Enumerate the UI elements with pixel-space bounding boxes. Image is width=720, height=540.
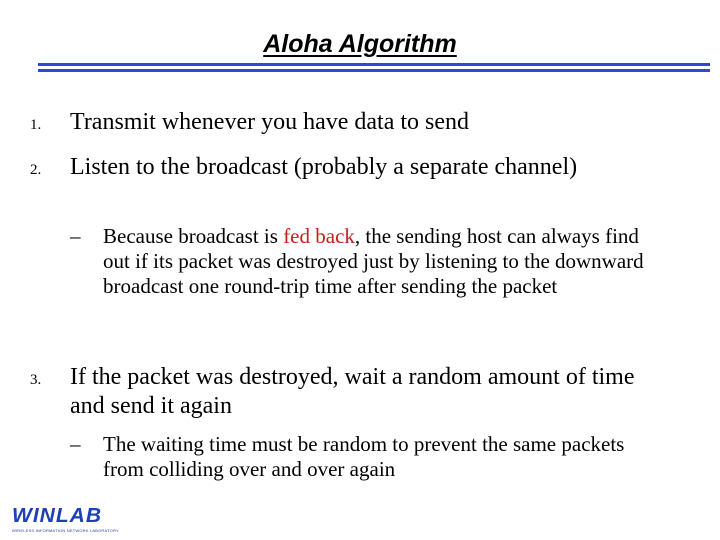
sub-dash: – <box>70 432 81 456</box>
sub-text-before: Because broadcast is <box>103 224 284 248</box>
sub-dash: – <box>70 224 81 248</box>
slide-title: Aloha Algorithm <box>263 30 457 58</box>
item-text: Transmit whenever you have data to send <box>70 109 470 135</box>
item-number: 3. <box>30 372 42 388</box>
logo-subtitle: WIRELESS INFORMATION NETWORK LABORATORY <box>12 528 119 533</box>
title-rule-bottom <box>38 69 710 72</box>
item-text: If the packet was destroyed, wait a random amount of time and send it again <box>70 364 635 419</box>
sub-text: The waiting time must be random to prevent the same packets from colliding over and over again <box>103 432 625 481</box>
winlab-logo <box>12 505 119 534</box>
sub-text-after: , the sending host can always find out if its packet was destroyed just by listening to the downward broadcast one round-trip time after sending the packet <box>103 224 644 298</box>
title-rule-top <box>38 63 710 66</box>
logo-wordmark: WINLAB <box>12 505 102 527</box>
item-number: 1. <box>30 117 42 133</box>
highlight-text: fed back <box>283 224 355 248</box>
item-number: 2. <box>30 162 42 178</box>
sub-text <box>103 224 663 299</box>
item-text: Listen to the broadcast (probably a separate channel) <box>70 154 578 180</box>
